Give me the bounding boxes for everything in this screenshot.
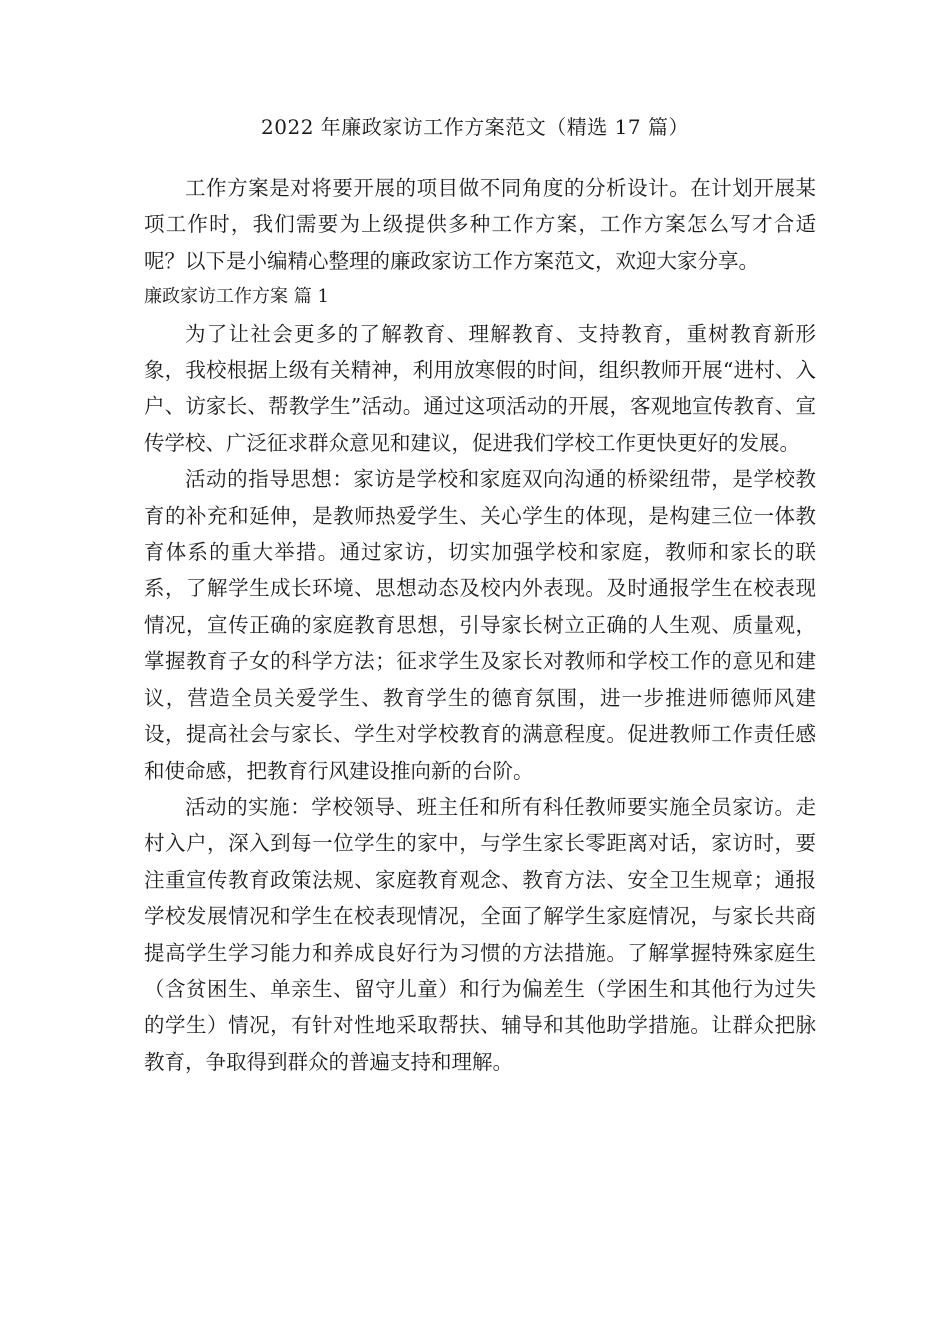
intro-paragraph: 工作方案是对将要开展的项目做不同角度的分析设计。在计划开展某项工作时，我们需要为上级提供多种工作方案，工作方案怎么写才合适呢？以下是小编精心整理的廉政家访工作方案范文，欢迎大家分享。 [144, 176, 816, 273]
paragraph-implementation: 活动的实施：学校领导、班主任和所有科任教师要实施全员家访。走村入户，深入到每一位学生的家中，与学生家长零距离对话，家访时，要注重宣传教育政策法规、家庭教育观念、教育方法、安全卫生规章；通报学校发展情况和学生在校表现情况，全面了解学生家庭情况，与家长共商提高学生学习能力和养成良好行为习惯的方法措施。了解掌握特殊家庭生（含贫困生、单亲生、留守儿童）和行为偏差生（学困生和其他行为过失的学生）情况，有针对性地采取帮扶、辅导和其他助学措施。让群众把脉教育，争取得到群众的普遍支持和理解。 [144, 794, 816, 1074]
paragraph-purpose: 为了让社会更多的了解教育、理解教育、支持教育，重树教育新形象，我校根据上级有关精神，利用放寒假的时间，组织教师开展“进村、入户、访家长、帮教学生”活动。通过这项活动的开展，客观地宣传教育、宣传学校、广泛征求群众意见和建议，促进我们学校工作更快更好的发展。 [144, 321, 816, 455]
page-title: 2022 年廉政家访工作方案范文（精选 17 篇） [261, 115, 689, 139]
document-body [144, 170, 816, 1080]
paragraph-guiding-ideology: 活动的指导思想：家访是学校和家庭双向沟通的桥梁纽带，是学校教育的补充和延伸，是教师热爱学生、关心学生的体现，是构建三位一体教育体系的重大举措。通过家访，切实加强学校和家庭，教师和家长的联系，了解学生成长环境、思想动态及校内外表现。及时通报学生在校表现情况，宣传正确的家庭教育思想，引导家长树立正确的人生观、质量观，掌握教育子女的科学方法；征求学生及家长对教师和学校工作的意见和建议，营造全员关爱学生、教育学生的德育氛围，进一步推进师德师风建设，提高社会与家长、学生对学校教育的满意程度。促进教师工作责任感和使命感，把教育行风建设推向新的台阶。 [144, 467, 816, 783]
section-heading: 廉政家访工作方案 篇 1 [144, 286, 329, 308]
